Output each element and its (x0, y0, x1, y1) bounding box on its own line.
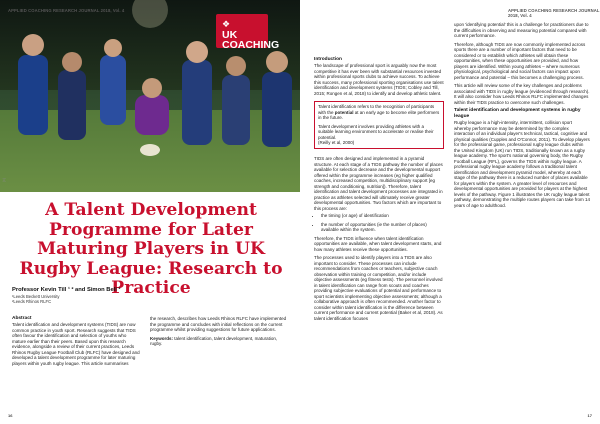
affiliation-2: ²Leeds Rhinos RLFC (12, 299, 52, 304)
section-heading: Talent identification and development systems in rugby league (454, 108, 581, 119)
definition-1-post: at an early age to become elite performers in the future. (318, 109, 440, 120)
intro-column-cont (314, 156, 444, 321)
intro-p2: TIDS are often designed and implemented in a pyramid structure. At each stage of a TIDS pathway the number of places available for selection decrease and the developmental support offered within the programme increases (eg higher qualified coaches, increased competition, multidisciplinary support [eg strength and conditioning, nutrition]). Therefore, talent identification and talent development processes are integrated in practice as athletes selected will ultimately receive greater developmental opportunities. Two factors which are important to this process are: (314, 156, 443, 211)
definition-2 (318, 124, 440, 146)
intro-heading: Introduction (314, 57, 342, 62)
keywords-label: Keywords: (150, 335, 174, 341)
definition-2-cite: (Reilly et al, 2000) (318, 140, 355, 145)
uk-coaching-badge (216, 14, 280, 51)
abstract-heading: Abstract (12, 316, 32, 321)
list-item: • the number of opportunities (ie the number of places) available within the system. (321, 222, 444, 233)
intro-body: The landscape of professional sport is arguably now the most competitive it has ever been with substantial resources invested within professional sports clubs to achieve success. To achieve this success, many professional sporting organisations use talent identification and development systems (TIDS; Cobley and Till, 2015; Rongen et al, 2018) to identify and develop athletic talent. (314, 63, 444, 96)
intro-column (314, 57, 444, 96)
definition-2-text: Talent development involves providing athletes with a suitable learning environment to accelerate or realise their potential. (318, 123, 434, 140)
article-title: A Talent Development Programme for Later Maturing Players in UK Rugby League: Research to Practice (19, 200, 283, 298)
factors-list (314, 213, 444, 233)
definition-1-pre: Talent identification refers to the recognition of participants with the (318, 104, 435, 115)
abstract-body-cont: the research, describes how Leeds Rhinos RLFC have implemented the programme and concludes with initial reflections on the current programme whilst providing suggestions for future applications. (150, 316, 287, 332)
running-head-right: APPLIED COACHING RESEARCH JOURNAL 2018, Vol. 4 (508, 8, 600, 18)
keywords: talent identification, talent development, maturation, rugby. (150, 335, 278, 346)
running-head-left: APPLIED COACHING RESEARCH JOURNAL 2018, Vol. 4 (8, 8, 125, 13)
affiliations (12, 294, 59, 304)
intro-p3: Therefore, the TIDS influence when talent identification opportunities are available, when talent development starts, and how many athletes receive these opportunities. (314, 235, 442, 252)
authors: Professor Kevin Till ¹ ² and Simon Bell ² (12, 287, 121, 293)
badge-label (222, 30, 279, 50)
abstract-column-1 (12, 316, 140, 366)
keywords-line (150, 336, 288, 347)
definition-1-bold: potential (334, 109, 354, 115)
right-p4: Rugby league is a high-intensity, intermittent, collision sport whereby performance may be determined by the complex interaction of an individual player's technical, tactical, cognitive and physical qualities (Cupples and O'Connor, 2011). To develop players for the professional game, professional rugby league clubs within the United Kingdom (UK) run TIDS, traditionally known as a rugby league academy. The sport's national governing body, the Rugby Football League (RFL), governs the TIDS within rugby league. A professional rugby league academy follows a traditional talent identification and development pyramid model, whereby at each stage of the pathway there is a reduced number of places available for players within the system. A greater level of resources and developmental opportunities are provided for players at the highest levels of the pathway. Figure 1 illustrates the UK rugby league talent pathway, demonstrating the multiple routes players can take from 14 years of age to adulthood. (454, 120, 590, 208)
abstract-body: Talent identification and development systems (TIDS) are now common practice in youth sport. Research suggests that TIDS often favour the identification and selection of youths who mature earlier than their peers. Based upon this research evidence, alongside a review of their current practices, Leeds Rhinos Rugby League Football Club (RLFC) have designed and developed a talent development programme for later maturing players within youth rugby league. This article summarises (12, 322, 140, 366)
badge-line2: COACHING (222, 39, 280, 51)
photo-caption: (c) (2, 177, 6, 182)
badge-line1: UK (222, 29, 238, 41)
definition-box (314, 101, 444, 149)
uk-flag-icon: ❖ (222, 19, 231, 29)
right-p3: This article will review some of the key challenges and problems associated with TIDS in rugby league (evidenced through research). It will also consider how Leeds Rhinos RLFC implemented changes within their TIDS practice to overcome such challenges. (454, 83, 590, 105)
right-p1: upon 'identifying potential' this is a challenge for practitioners due to the difficulties in observing and measuring potential compared with current performance. (454, 22, 589, 38)
definition-1 (318, 104, 440, 121)
intro-p4: The processes used to identify players into a TIDS are also important to consider. These processes can include recommendations from coaches or teachers, subjective coach observation within training or competition, and/or include objective assessments (eg fitness tests). The personnel involved in talent identification can range from scouts and coaches providing subjective evaluations of potential and performance to sport scientists implementing objective assessments; although a collaborative approach is often recommended. Another factor to consider within talent identification is the difference between current performance and current potential (Baker et al, 2018). As talent identification focuses (314, 255, 443, 321)
rugby-coaching-photo (0, 0, 300, 192)
right-page (300, 0, 600, 424)
right-column (454, 22, 590, 208)
page-number-right: 17 (587, 413, 592, 418)
right-p2: Therefore, although TIDS are now commonly implemented across sports there are a number of important factors that need to be considered or to establish which athletes will obtain these opportunities, when these opportunities are provided, and how players are identified. Within young athletes – where numerous physiological, psychological and social factors can impact upon performance and potential – this becomes a challenging process. (454, 41, 586, 80)
page-number-left: 16 (8, 413, 13, 418)
abstract-column-2 (150, 316, 288, 347)
list-item: • the timing (or age) of identification (321, 213, 444, 219)
affiliation-1: ¹Leeds Beckett University (12, 294, 60, 299)
